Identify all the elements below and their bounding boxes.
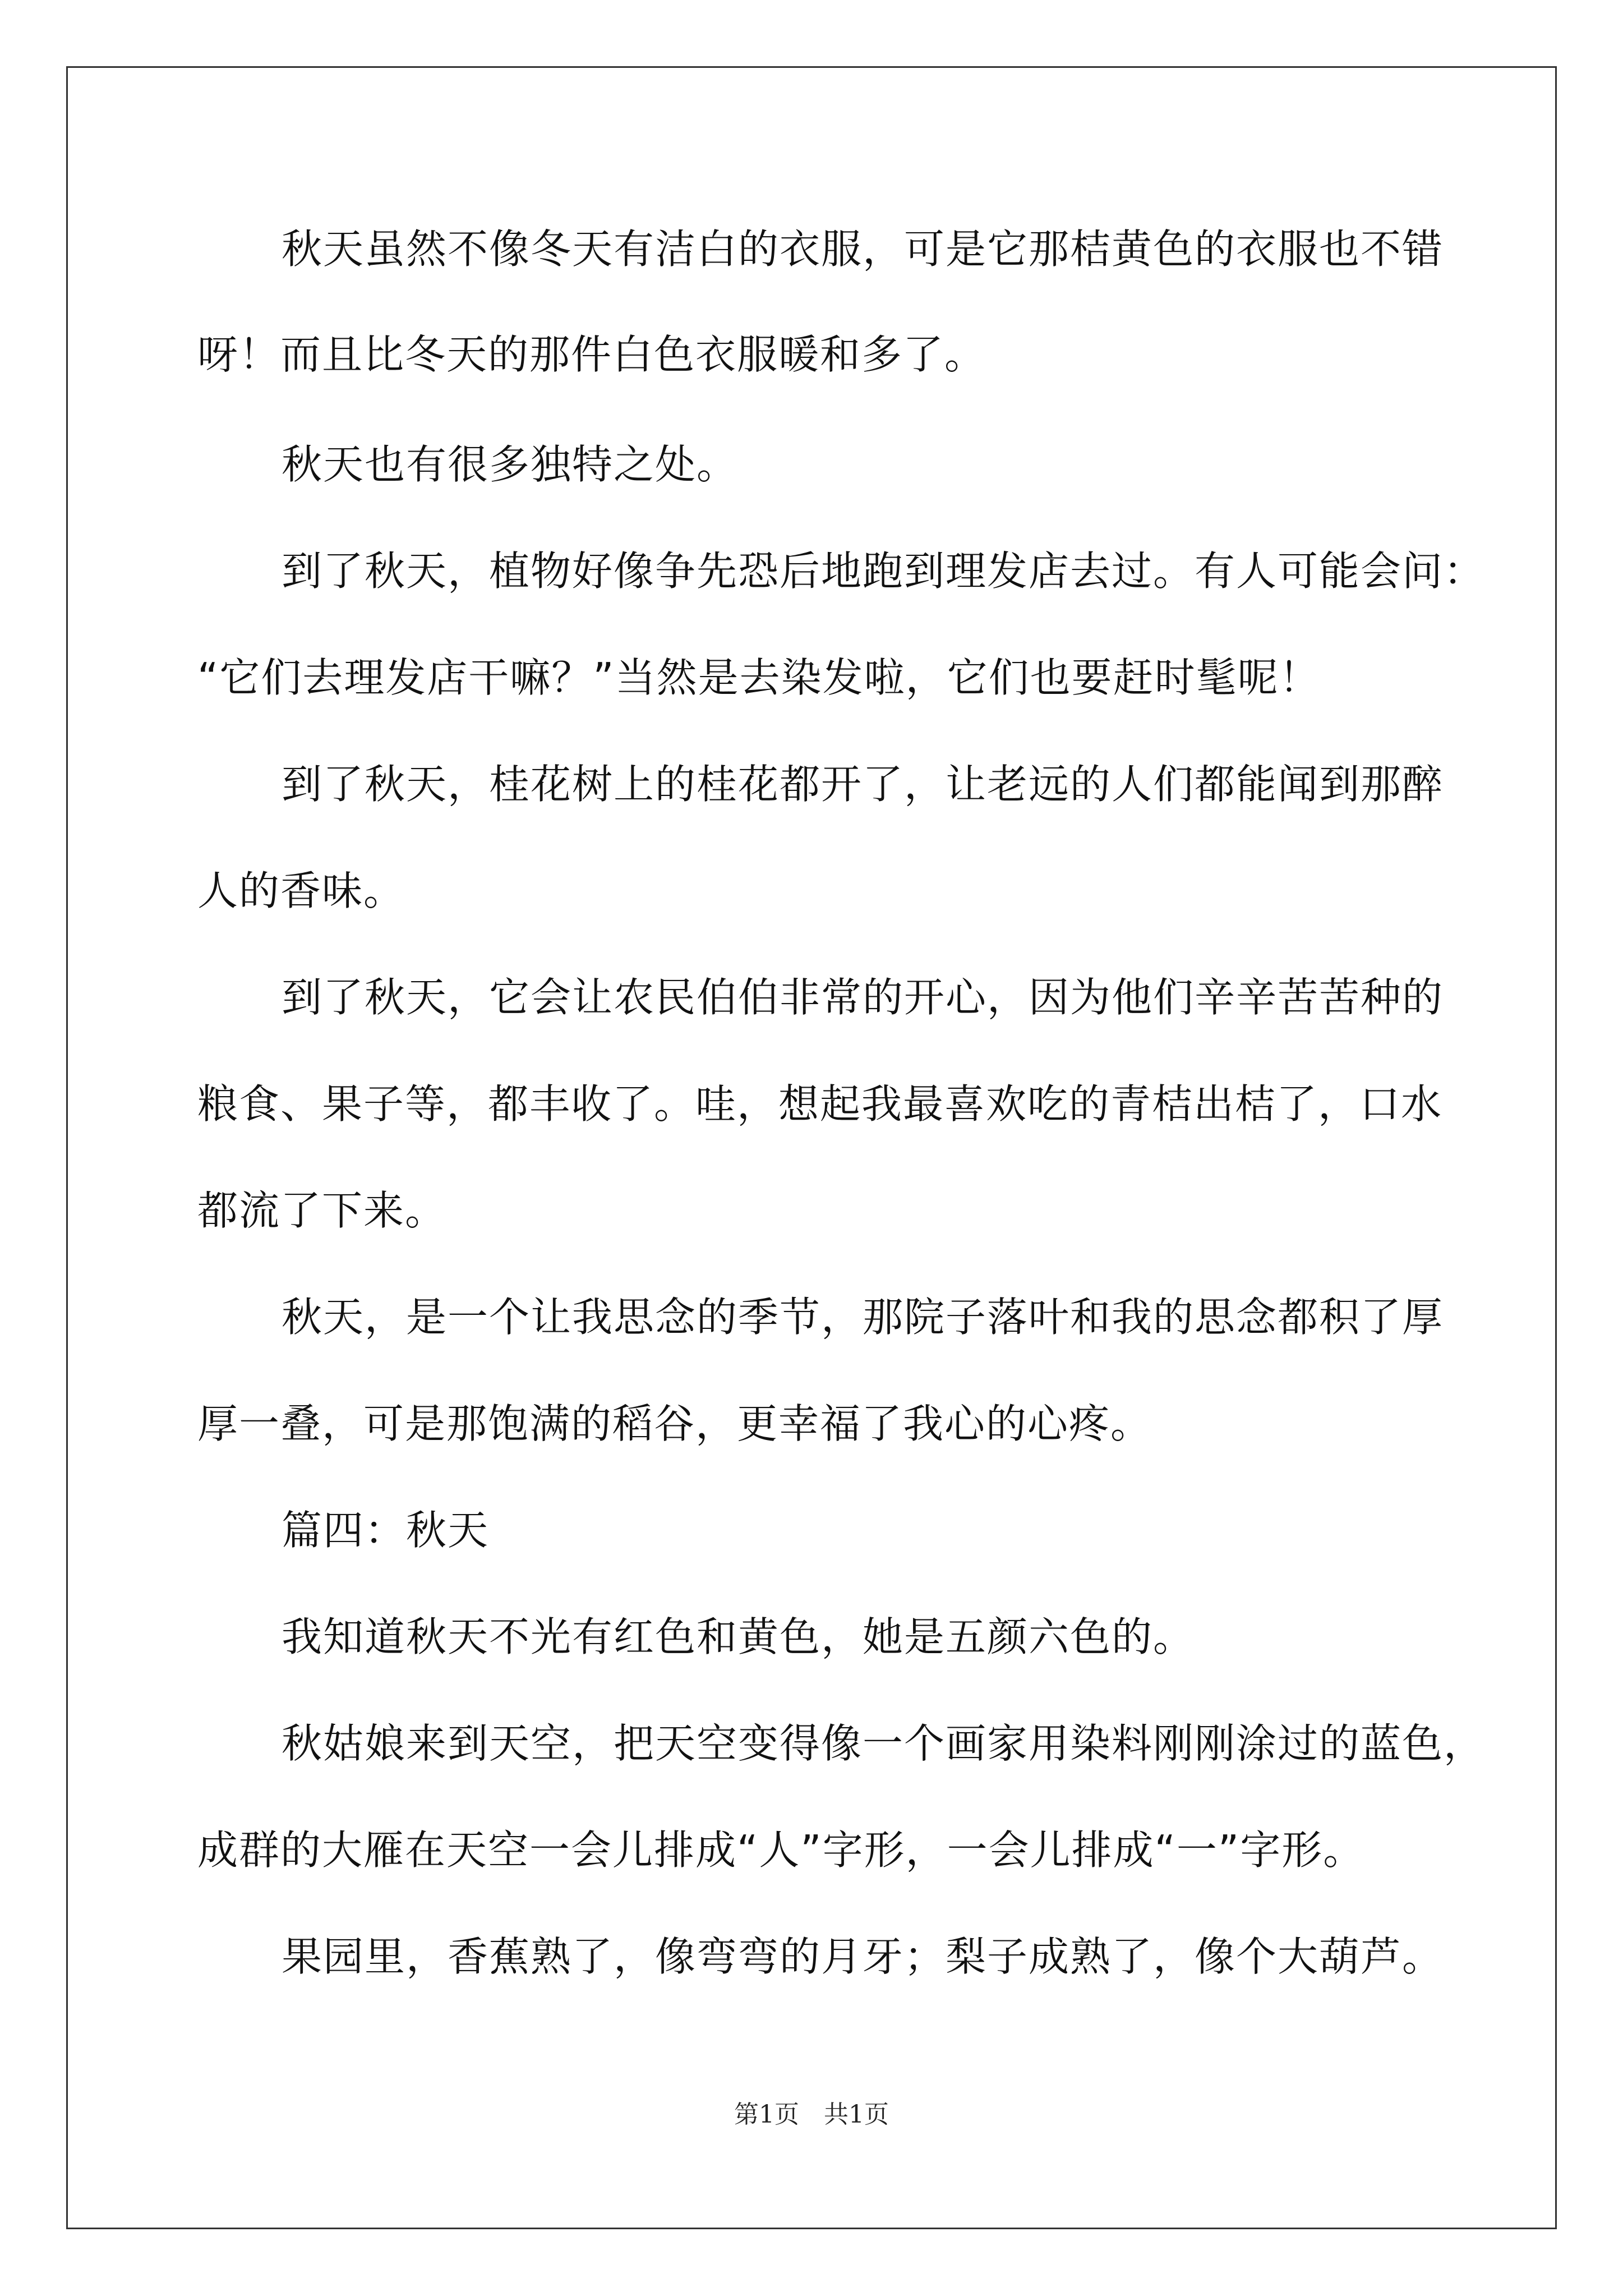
text-line: 人的香味。 [197, 867, 405, 914]
text-line: 秋天，是一个让我思念的季节，那院子落叶和我的思念都积了厚 [282, 1294, 1444, 1341]
section-heading: 篇四：秋天 [282, 1507, 490, 1554]
text-line: 果园里，香蕉熟了，像弯弯的月牙；梨子成熟了，像个大葫芦。 [282, 1933, 1444, 1980]
text-line: 到了秋天，桂花树上的桂花都开了，让老远的人们都能闻到那醉 [282, 761, 1444, 808]
text-line: 成群的大雁在天空一会儿排成“人”字形，一会儿排成“一”字形。 [197, 1826, 1365, 1874]
text-line: 到了秋天，它会让农民伯伯非常的开心，因为他们辛辛苦苦种的 [282, 974, 1444, 1021]
text-line: 都流了下来。 [197, 1187, 447, 1234]
text-line: 秋姑娘来到天空，把天空变得像一个画家用染料刚刚涂过的蓝色， [282, 1720, 1486, 1767]
text-line: 到了秋天，植物好像争先恐后地跑到理发店去过。有人可能会问： [282, 547, 1486, 595]
page-border [66, 66, 1557, 2229]
page-footer: 第1页 共1页 [734, 2100, 889, 2129]
text-line: 粮食、果子等，都丰收了。哇，想起我最喜欢吃的青桔出桔了，口水 [197, 1080, 1443, 1128]
text-line: 厚一叠，可是那饱满的稻谷，更幸福了我心的心疼。 [197, 1400, 1152, 1447]
text-line: 秋天也有很多独特之处。 [282, 441, 739, 488]
text-line: “它们去理发店干嘛？”当然是去染发啦，它们也要赶时髦呢！ [197, 654, 1321, 701]
text-line: 我知道秋天不光有红色和黄色，她是五颜六色的。 [282, 1613, 1195, 1660]
text-line: 呀！而且比冬天的那件白色衣服暖和多了。 [197, 331, 986, 378]
text-line: 秋天虽然不像冬天有洁白的衣服，可是它那桔黄色的衣服也不错 [282, 226, 1444, 273]
